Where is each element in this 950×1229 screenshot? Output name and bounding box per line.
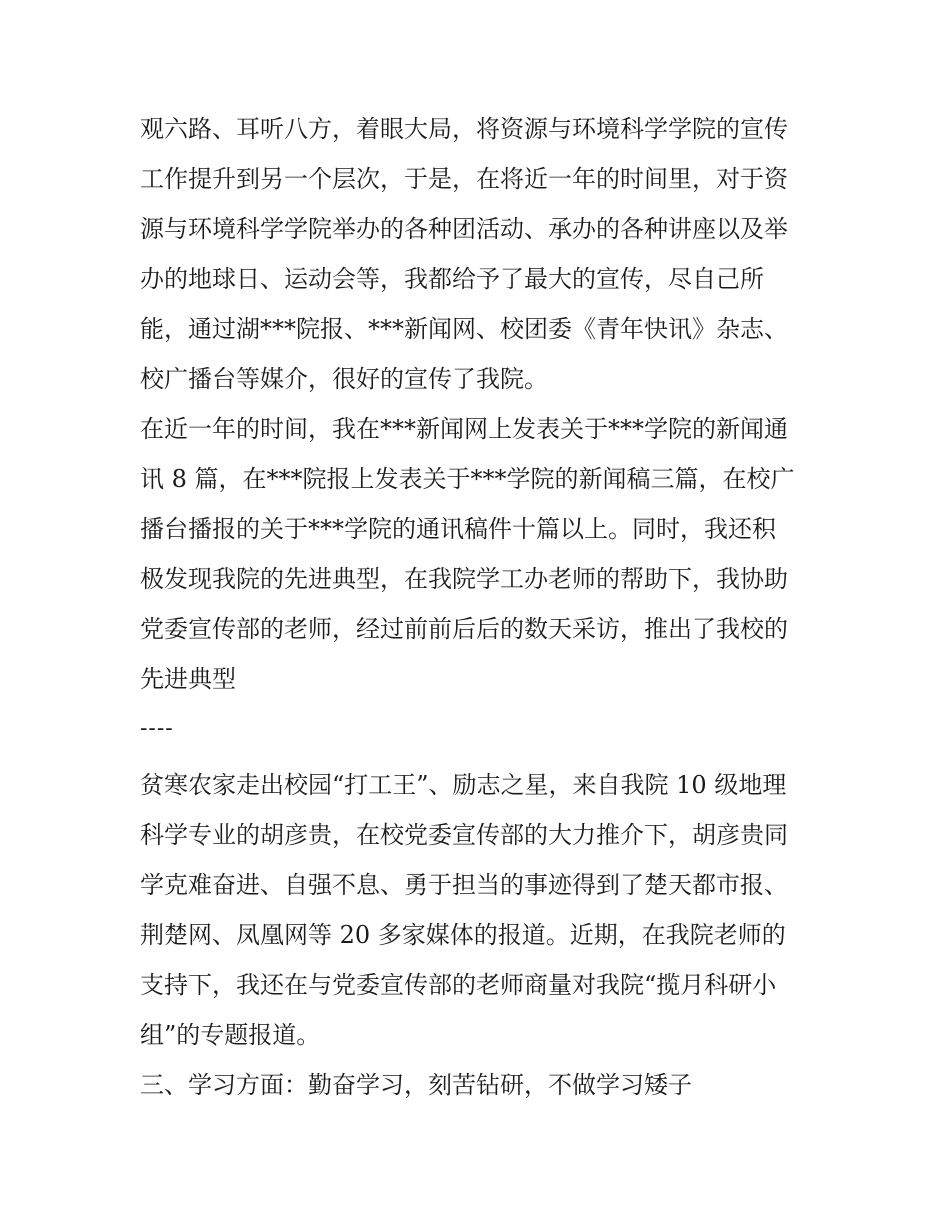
heading-text: 三、学习方面：勤奋学习，刻苦钻研，不做学习矮子: [140, 1071, 692, 1099]
text-line: 校广播台等媒介，很好的宣传了我院。: [140, 365, 548, 393]
text-line: 在近一年的时间，我在***新闻网上发表关于***学院的新闻通: [140, 415, 788, 443]
text-line: 工作提升到另一个层次，于是，在将近一年的时间里，对于资: [140, 165, 788, 193]
text-line: 先进典型: [140, 665, 236, 693]
text-line: 贫寒农家走出校园“打工王”、励志之星，来自我院 10 级地理: [140, 771, 787, 799]
text-line: 学克难奋进、自强不息、勇于担当的事迹得到了楚天都市报、: [140, 871, 788, 899]
text-line: 荆楚网、凤凰网等 20 多家媒体的报道。近期，在我院老师的: [140, 921, 786, 949]
section-heading-study: [140, 1060, 820, 1110]
paragraph-news-articles: [140, 404, 820, 704]
text-line: 播台播报的关于***学院的通讯稿件十篇以上。同时，我还积: [140, 515, 776, 543]
text-line: 讯 8 篇，在***院报上发表关于***学院的新闻稿三篇，在校广: [140, 465, 795, 493]
text-line: 办的地球日、运动会等，我都给予了最大的宣传，尽自己所: [140, 265, 764, 293]
text-line: 党委宣传部的老师，经过前前后后的数天采访，推出了我校的: [140, 615, 788, 643]
paragraph-publicity-work: [140, 104, 820, 404]
text-line: 组”的专题报道。: [140, 1021, 321, 1049]
text-line: 极发现我院的先进典型，在我院学工办老师的帮助下，我协助: [140, 565, 788, 593]
text-line: 科学专业的胡彦贵，在校党委宣传部的大力推介下，胡彦贵同: [140, 821, 788, 849]
paragraph-advanced-model: [140, 760, 820, 1060]
text-line: 支持下，我还在与党委宣传部的老师商量对我院“揽月科研小: [140, 971, 777, 999]
text-line: 源与环境科学学院举办的各种团活动、承办的各种讲座以及举: [140, 215, 788, 243]
text-line: 能，通过湖***院报、***新闻网、校团委《青年快讯》杂志、: [140, 315, 788, 343]
text-line: 观六路、耳听八方，着眼大局，将资源与环境科学学院的宣传: [140, 115, 788, 143]
document-page: [140, 104, 820, 1110]
page-separator: ----: [140, 716, 174, 741]
